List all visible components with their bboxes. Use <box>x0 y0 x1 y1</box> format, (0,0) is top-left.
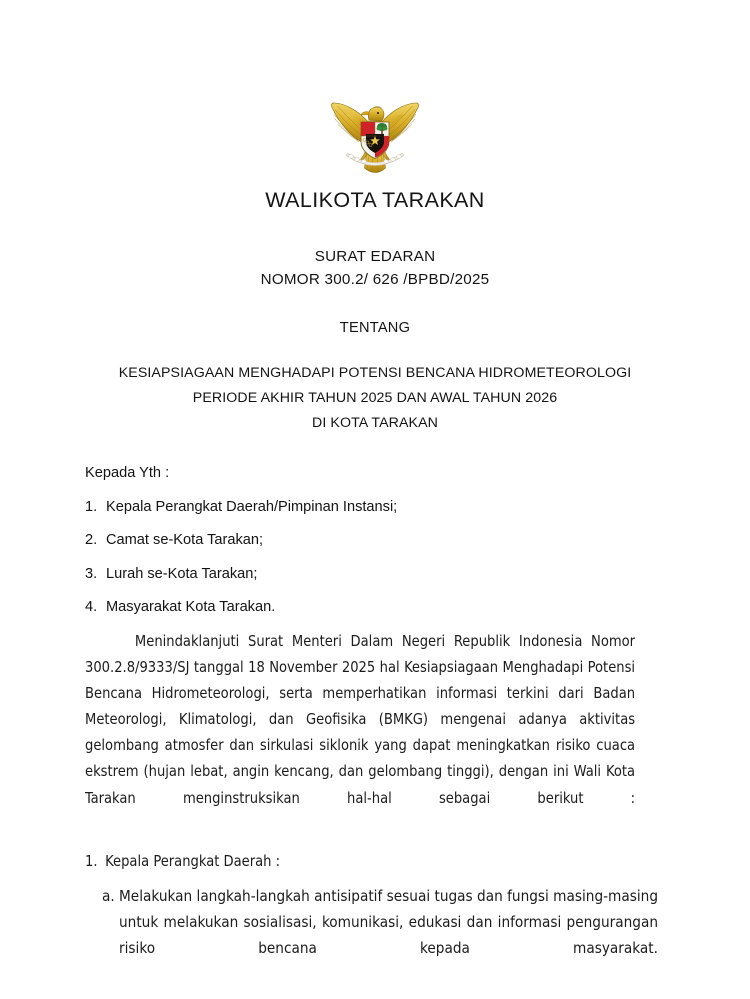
list-item <box>85 848 635 874</box>
emblem-container <box>0 92 750 182</box>
list-item <box>102 883 658 987</box>
recipient-list <box>85 499 660 617</box>
opening-paragraph: Menindaklanjuti Surat Menteri Dalam Negeri Republik Indonesia Nomor 300.2.8/9333/SJ tanggal 18 November 2025 hal Kesiapsiagaan Menghadapi Potensi Bencana Hidrometeorologi, serta memperhatikan informasi terkini dari Badan Meteorologi, Klimatologi, dan Geofisika (BMKG) mengenai adanya aktivitas gelombang atmosfer dan sirkulasi siklonik yang dapat meningkatkan risiko cuaca ekstrem (hujan lebat, angin kencang, dan gelombang tinggi), dengan ini Wali Kota Tarakan menginstruksikan hal-hal sebagai berikut : <box>85 632 636 807</box>
about-label: TENTANG <box>339 319 411 336</box>
subject-line-3: DI KOTA TARAKAN <box>311 415 439 432</box>
recipients-label: Kepada Yth : <box>85 465 170 481</box>
instruction-subitem-list <box>85 883 658 987</box>
organization-title: WALIKOTA TARAKAN <box>265 188 485 212</box>
recipient-text: Masyarakat Kota Tarakan. <box>106 599 276 615</box>
garuda-pancasila-emblem <box>317 92 433 182</box>
letter-body <box>85 628 658 987</box>
subject-line-2: PERIODE AKHIR TAHUN 2025 DAN AWAL TAHUN 2026 <box>192 390 558 407</box>
instruction-number: 1. <box>85 851 98 870</box>
subject-line-1: KESIAPSIAGAAN MENGHADAPI POTENSI BENCANA HIDROMETEOROLOGI <box>118 364 632 381</box>
recipient-number: 1. <box>85 498 98 515</box>
subitem-marker: a. <box>102 886 115 905</box>
letter-header <box>0 188 750 437</box>
subitem-text: Melakukan langkah-langkah antisipatif sesuai tugas dan fungsi masing-masing untuk melakukan sosialisasi, komunikasi, edukasi dan informasi pengurangan risiko bencana kepada masyarakat. <box>119 886 658 958</box>
instruction-heading: Kepala Perangkat Daerah : <box>105 851 281 870</box>
list-item <box>85 599 660 617</box>
instruction-list <box>85 848 635 874</box>
recipient-text: Lurah se-Kota Tarakan; <box>106 565 258 582</box>
recipient-text: Kepala Perangkat Daerah/Pimpinan Instansi; <box>106 498 398 515</box>
recipient-number: 2. <box>85 532 98 548</box>
recipient-text: Camat se-Kota Tarakan; <box>106 532 264 548</box>
recipients-section <box>85 465 660 617</box>
list-item <box>85 499 660 517</box>
list-item <box>85 566 660 584</box>
document-number: NOMOR 300.2/ 626 /BPBD/2025 <box>260 271 490 289</box>
recipient-number: 4. <box>85 599 98 615</box>
list-item <box>85 532 660 550</box>
document-kind: SURAT EDARAN <box>314 247 436 265</box>
subject-block <box>0 361 750 437</box>
recipient-number: 3. <box>85 565 98 582</box>
